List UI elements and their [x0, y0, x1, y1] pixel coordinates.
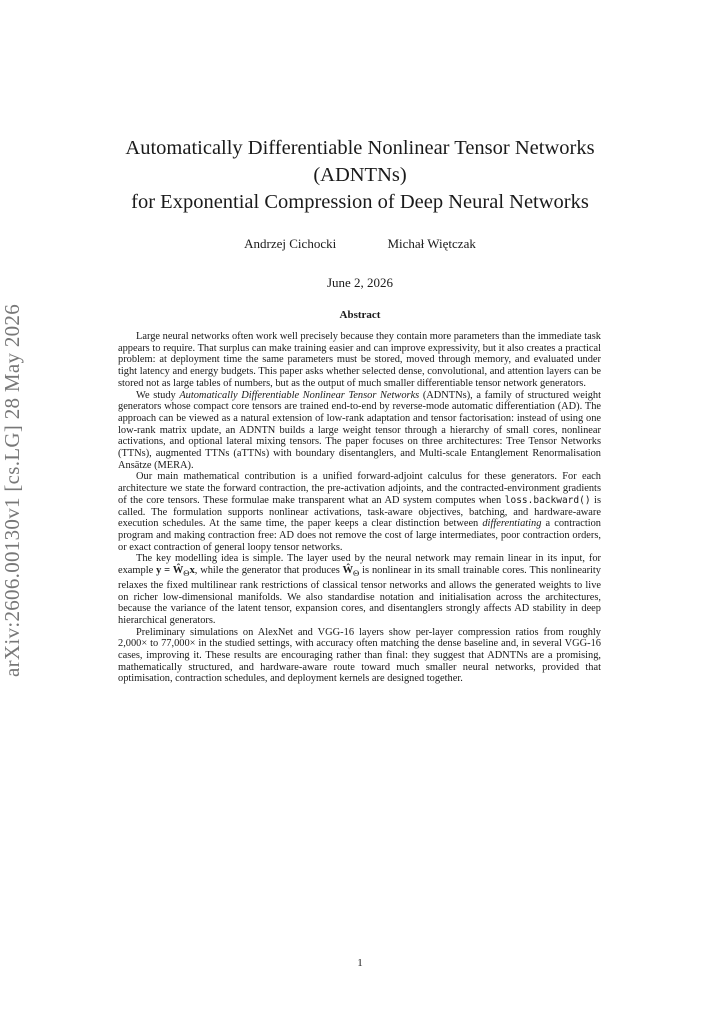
equation-subscript: Θ [353, 568, 360, 579]
equation-vector: x [189, 565, 195, 577]
emphasis-text: differentiating [482, 518, 542, 530]
abstract-paragraph-5: Preliminary simulations on AlexNet and VGG-16 layers show per-layer compression ratios from roughly 2,000× to 77,000× in the studied settings, with accuracy often matching the dense baseline and, in several VGG-16 cases, improving it. These results are encouraging rather than final: they suggest that ADNTNs are a promising, mathematically structured, and hardware-aware route toward much smaller neural networks, provided that optimisation, contraction schedules, and deployment kernels are designed together. [118, 626, 601, 685]
author-1: Andrzej Cichocki [244, 236, 337, 251]
paper-title [110, 135, 610, 216]
abstract-paragraph-3 [118, 471, 601, 553]
abstract-heading: Abstract [339, 309, 381, 321]
text-run: is called. The formulation supports nonlinear activations, task-aware objectives, batching, and hardware-aware execution schedules. At the same time, the paper keeps a clear distinction between [118, 494, 601, 530]
abstract-paragraph-4 [118, 553, 601, 626]
text-run: We study [136, 389, 180, 401]
title-line-2: (ADNTNs) [313, 164, 407, 186]
text-run: (ADNTNs), a family of structured weight generators whose compact core tensors are trained end-to-end by reverse-mode automatic differentiation (AD). The approach can be viewed as a natural extension of low-rank adaptation and tensor factorisation: instead of using one low-rank matrix update, an ADNTN builds a large weight tensor through a hierarchy of small cores, nonlinear activations, and optional lateral mixing tensors. The paper focuses on three architectures: Tree Tensor Networks (TTNs), augmented TTNs (aTTNs) with boundary disentanglers, and Multi-scale Entanglement Renormalisation Ansätze (MERA). [118, 389, 601, 471]
page-number: 1 [357, 957, 363, 969]
code-snippet: loss.backward() [504, 494, 591, 506]
title-line-1: Automatically Differentiable Nonlinear Tensor Networks [125, 137, 595, 159]
publication-date: June 2, 2026 [326, 275, 394, 290]
text-run: is nonlinear in its small trainable cores. This nonlinearity relaxes the fixed multilinear rank restrictions of classical tensor networks and allows the generated weights to live on richer low-dimensional manifolds. We also standardise notation and initialisation across the architectures, because the variance of the latent tensor, expansion cores, and disentanglers strongly affects AD stability in deep hierarchical generators. [118, 565, 601, 626]
text-run: , while the generator that produces [194, 565, 343, 577]
title-line-3: for Exponential Compression of Deep Neural Networks [131, 191, 589, 213]
abstract-body [118, 331, 601, 685]
inline-equation: y = Ŵ [156, 565, 184, 577]
author-list [110, 236, 610, 252]
text-run: a contraction program and making contraction free: AD does not remove the cost of large intermediates, poor contraction orders, or exact contraction of general loopy tensor networks. [118, 518, 601, 553]
author-2: Michał Więtczak [387, 236, 476, 251]
text-run: The key modelling idea is simple. The layer used by the neural network may remain linear in its input, for example [118, 553, 601, 577]
emphasis-text: Automatically Differentiable Nonlinear Tensor Networks [179, 389, 420, 401]
abstract-paragraph-2 [118, 390, 601, 472]
arxiv-identifier: arXiv:2606.00130v1 [cs.LG] 28 May 2026 [0, 303, 24, 677]
abstract-paragraph-1: Large neural networks often work well precisely because they contain more parameters than the immediate task appears to require. That surplus can make training easier and can improve expressivity, but it also creates a practical problem: at deployment time the same parameters must be stored, moved through memory, and evaluated under tight latency and energy budgets. This paper asks whether selected dense, convolutional, and attention layers can be stored not as large tables of numbers, but as the output of much smaller differentiable tensor network generators. [118, 331, 601, 389]
text-run: Our main mathematical contribution is a unified forward-adjoint calculus for these generators. For each architecture we state the forward contraction, the pre-activation adjoints, and the contracted-environment gradients of the core tensors. These formulae make transparent what an AD system computes when [118, 471, 601, 506]
equation-subscript: Θ [183, 568, 190, 579]
inline-equation: Ŵ [342, 565, 354, 577]
